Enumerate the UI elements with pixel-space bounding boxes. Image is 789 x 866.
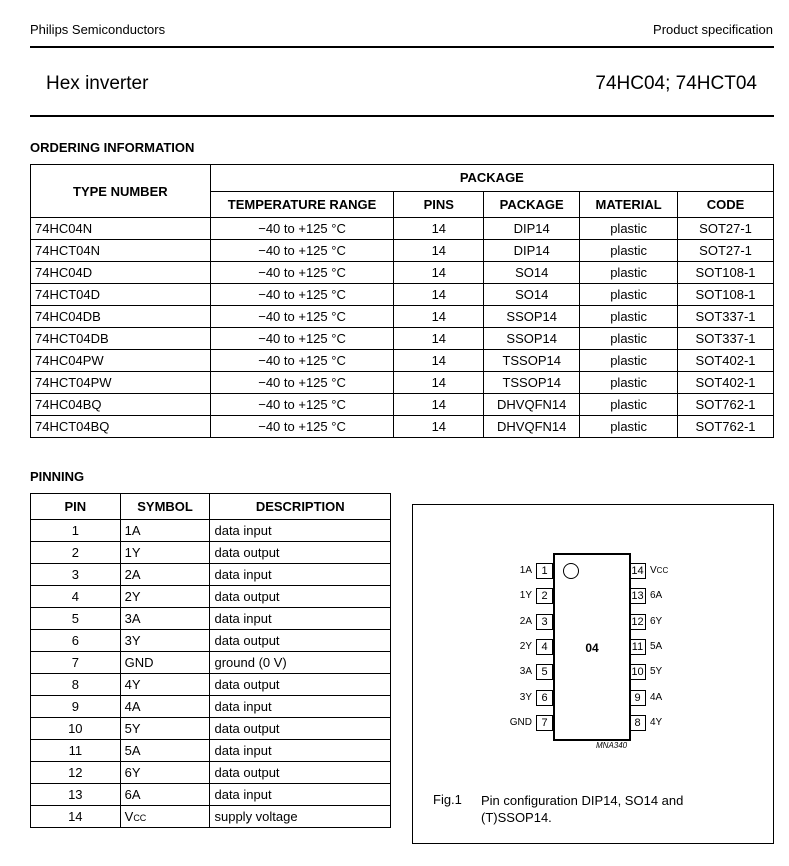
table-cell: 74HC04D xyxy=(31,262,211,284)
table-cell: −40 to +125 °C xyxy=(210,372,394,394)
table-cell: GND xyxy=(120,652,210,674)
pinning-table xyxy=(30,493,391,828)
table-cell: SOT337-1 xyxy=(678,328,774,350)
table-row xyxy=(31,586,391,608)
table-cell: plastic xyxy=(580,372,678,394)
table-cell: 74HC04N xyxy=(31,218,211,240)
table-row xyxy=(31,564,391,586)
table-row xyxy=(31,784,391,806)
table-cell: data output xyxy=(210,718,391,740)
vcc-symbol: VCC xyxy=(650,565,669,576)
col-header: CODE xyxy=(678,191,774,218)
vcc-symbol: VCC xyxy=(124,809,147,824)
pin-label: 3A xyxy=(519,666,532,678)
table-cell: DIP14 xyxy=(484,240,580,262)
pin-configuration-figure xyxy=(412,504,774,844)
table-cell: SOT27-1 xyxy=(678,240,774,262)
table-cell: 74HCT04PW xyxy=(31,372,211,394)
pin-number: 10 xyxy=(629,664,646,680)
pin-label: 6Y xyxy=(650,615,663,627)
table-cell: 7 xyxy=(31,652,121,674)
pinning-heading: PINNING xyxy=(30,469,85,484)
table-cell: SOT27-1 xyxy=(678,218,774,240)
col-header: PIN xyxy=(31,494,121,520)
table-cell: 8 xyxy=(31,674,121,696)
pin-label: 4A xyxy=(650,691,663,703)
col-header: MATERIAL xyxy=(580,191,678,218)
figure-ref: MNA340 xyxy=(596,741,628,750)
page-title: Hex inverter xyxy=(46,73,149,94)
table-cell: −40 to +125 °C xyxy=(210,416,394,438)
table-cell: SOT402-1 xyxy=(678,350,774,372)
table-row xyxy=(31,240,774,262)
pin-number: 13 xyxy=(629,588,646,604)
pin-number: 4 xyxy=(536,639,553,655)
table-cell: 5A xyxy=(120,740,210,762)
table-cell: 3A xyxy=(120,608,210,630)
document-type: Product specification xyxy=(653,22,773,37)
table-cell: plastic xyxy=(580,350,678,372)
table-cell: SOT108-1 xyxy=(678,262,774,284)
table-cell: SO14 xyxy=(484,284,580,306)
table-cell: 14 xyxy=(394,240,484,262)
table-cell: 14 xyxy=(394,218,484,240)
table-cell: −40 to +125 °C xyxy=(210,306,394,328)
table-cell: plastic xyxy=(580,240,678,262)
table-cell: 1A xyxy=(120,520,210,542)
table-row xyxy=(31,696,391,718)
table-row xyxy=(31,718,391,740)
table-cell: ground (0 V) xyxy=(210,652,391,674)
table-cell: 74HC04DB xyxy=(31,306,211,328)
table-cell: TSSOP14 xyxy=(484,372,580,394)
table-cell: DHVQFN14 xyxy=(484,416,580,438)
table-cell: SOT762-1 xyxy=(678,394,774,416)
table-cell: data input xyxy=(210,696,391,718)
table-row xyxy=(31,306,774,328)
table-cell: data output xyxy=(210,542,391,564)
table-cell: 4 xyxy=(31,586,121,608)
table-cell: 13 xyxy=(31,784,121,806)
table-cell: SOT337-1 xyxy=(678,306,774,328)
table-cell: 3Y xyxy=(120,630,210,652)
table-cell: 14 xyxy=(394,306,484,328)
table-cell: 14 xyxy=(394,284,484,306)
table-cell: 74HCT04D xyxy=(31,284,211,306)
company-name: Philips Semiconductors xyxy=(30,22,166,37)
table-cell: SOT108-1 xyxy=(678,284,774,306)
table-cell: DHVQFN14 xyxy=(484,394,580,416)
table-cell: data output xyxy=(210,586,391,608)
pin-number: 5 xyxy=(536,664,553,680)
table-cell: −40 to +125 °C xyxy=(210,350,394,372)
table-cell: SO14 xyxy=(484,262,580,284)
table-cell: −40 to +125 °C xyxy=(210,284,394,306)
pin-label: 3Y xyxy=(519,691,532,703)
chip-label: 04 xyxy=(585,641,599,655)
table-cell: 12 xyxy=(31,762,121,784)
table-cell: 2Y xyxy=(120,586,210,608)
col-header: DESCRIPTION xyxy=(210,494,391,520)
pin-label: 5Y xyxy=(650,666,663,678)
table-row xyxy=(31,762,391,784)
table-cell: 14 xyxy=(394,372,484,394)
caption-number: Fig.1 xyxy=(433,792,462,807)
pin-label: 6A xyxy=(650,590,663,602)
pin-number: 9 xyxy=(629,690,646,706)
table-cell: 9 xyxy=(31,696,121,718)
table-cell: 2 xyxy=(31,542,121,564)
ordering-table xyxy=(30,164,774,438)
table-cell: 6 xyxy=(31,630,121,652)
table-cell: plastic xyxy=(580,262,678,284)
pin-number: 12 xyxy=(629,614,646,630)
table-cell: 14 xyxy=(394,350,484,372)
table-row xyxy=(31,652,391,674)
table-cell: plastic xyxy=(580,306,678,328)
table-cell: 14 xyxy=(394,394,484,416)
table-cell: −40 to +125 °C xyxy=(210,262,394,284)
table-row xyxy=(31,542,391,564)
table-cell: SSOP14 xyxy=(484,328,580,350)
table-cell: data output xyxy=(210,674,391,696)
table-row xyxy=(31,806,391,828)
pin-label: 2A xyxy=(519,615,532,627)
table-cell: 11 xyxy=(31,740,121,762)
col-header: SYMBOL xyxy=(120,494,210,520)
pin-label: 2Y xyxy=(519,640,532,652)
pin-number: 1 xyxy=(536,563,553,579)
pin-label xyxy=(650,564,668,578)
figure-caption: Pin configuration DIP14, SO14 and (T)SSOP14. xyxy=(481,793,684,825)
table-cell: data input xyxy=(210,608,391,630)
table-row xyxy=(31,416,774,438)
table-cell: 74HC04BQ xyxy=(31,394,211,416)
pin-number: 7 xyxy=(536,715,553,731)
table-row xyxy=(31,284,774,306)
pin-label: 5A xyxy=(650,640,663,652)
table-cell: SOT762-1 xyxy=(678,416,774,438)
table-cell: data input xyxy=(210,564,391,586)
table-cell: supply voltage xyxy=(210,806,391,828)
table-cell: 14 xyxy=(31,806,121,828)
table-row xyxy=(31,520,391,542)
pin-number: 2 xyxy=(536,588,553,604)
table-cell: plastic xyxy=(580,218,678,240)
pin-number: 14 xyxy=(629,563,646,579)
table-cell: DIP14 xyxy=(484,218,580,240)
divider xyxy=(30,46,774,48)
table-cell: 4Y xyxy=(120,674,210,696)
table-row xyxy=(31,262,774,284)
col-header: TEMPERATURE RANGE xyxy=(210,191,394,218)
table-cell: data input xyxy=(210,740,391,762)
table-cell: data output xyxy=(210,762,391,784)
table-cell: data output xyxy=(210,630,391,652)
table-cell: data input xyxy=(210,520,391,542)
pin1-notch xyxy=(563,563,579,579)
table-cell xyxy=(120,806,210,828)
table-cell: 74HCT04DB xyxy=(31,328,211,350)
table-cell: 3 xyxy=(31,564,121,586)
col-header: PINS xyxy=(394,191,484,218)
table-cell: 5 xyxy=(31,608,121,630)
table-cell: TSSOP14 xyxy=(484,350,580,372)
table-row xyxy=(31,328,774,350)
table-cell: SSOP14 xyxy=(484,306,580,328)
pin-label: GND xyxy=(509,716,532,728)
pin-number: 3 xyxy=(536,614,553,630)
table-row xyxy=(31,608,391,630)
table-row xyxy=(31,630,391,652)
table-cell: 1Y xyxy=(120,542,210,564)
table-row xyxy=(31,350,774,372)
pin-number: 8 xyxy=(629,715,646,731)
table-cell: −40 to +125 °C xyxy=(210,328,394,350)
table-cell: plastic xyxy=(580,416,678,438)
pin-label: 1Y xyxy=(519,590,532,602)
table-cell: −40 to +125 °C xyxy=(210,240,394,262)
table-cell: −40 to +125 °C xyxy=(210,218,394,240)
table-cell: 4A xyxy=(120,696,210,718)
col-package-group: PACKAGE xyxy=(210,165,773,192)
col-header: PACKAGE xyxy=(484,191,580,218)
table-row xyxy=(31,674,391,696)
pin-label: 1A xyxy=(519,565,532,576)
table-cell: 14 xyxy=(394,416,484,438)
table-row xyxy=(31,372,774,394)
divider xyxy=(30,115,774,117)
pin-number: 6 xyxy=(536,690,553,706)
pin-label: 4Y xyxy=(650,716,663,728)
table-row xyxy=(31,394,774,416)
table-row xyxy=(31,218,774,240)
table-cell: 2A xyxy=(120,564,210,586)
table-cell: SOT402-1 xyxy=(678,372,774,394)
ordering-heading: ORDERING INFORMATION xyxy=(30,140,195,155)
table-cell: 6A xyxy=(120,784,210,806)
col-type-number: TYPE NUMBER xyxy=(31,165,211,218)
table-cell: 74HCT04BQ xyxy=(31,416,211,438)
table-cell: −40 to +125 °C xyxy=(210,394,394,416)
table-cell: 10 xyxy=(31,718,121,740)
table-cell: plastic xyxy=(580,394,678,416)
table-cell: 5Y xyxy=(120,718,210,740)
table-cell: 14 xyxy=(394,262,484,284)
table-cell: plastic xyxy=(580,284,678,306)
table-cell: 6Y xyxy=(120,762,210,784)
table-cell: 1 xyxy=(31,520,121,542)
table-cell: 74HCT04N xyxy=(31,240,211,262)
table-cell: 74HC04PW xyxy=(31,350,211,372)
table-cell: data input xyxy=(210,784,391,806)
table-cell: plastic xyxy=(580,328,678,350)
chip-body xyxy=(553,553,631,741)
table-row xyxy=(31,740,391,762)
pin-number: 11 xyxy=(629,639,646,655)
table-cell: 14 xyxy=(394,328,484,350)
part-number: 74HC04; 74HCT04 xyxy=(595,73,757,94)
